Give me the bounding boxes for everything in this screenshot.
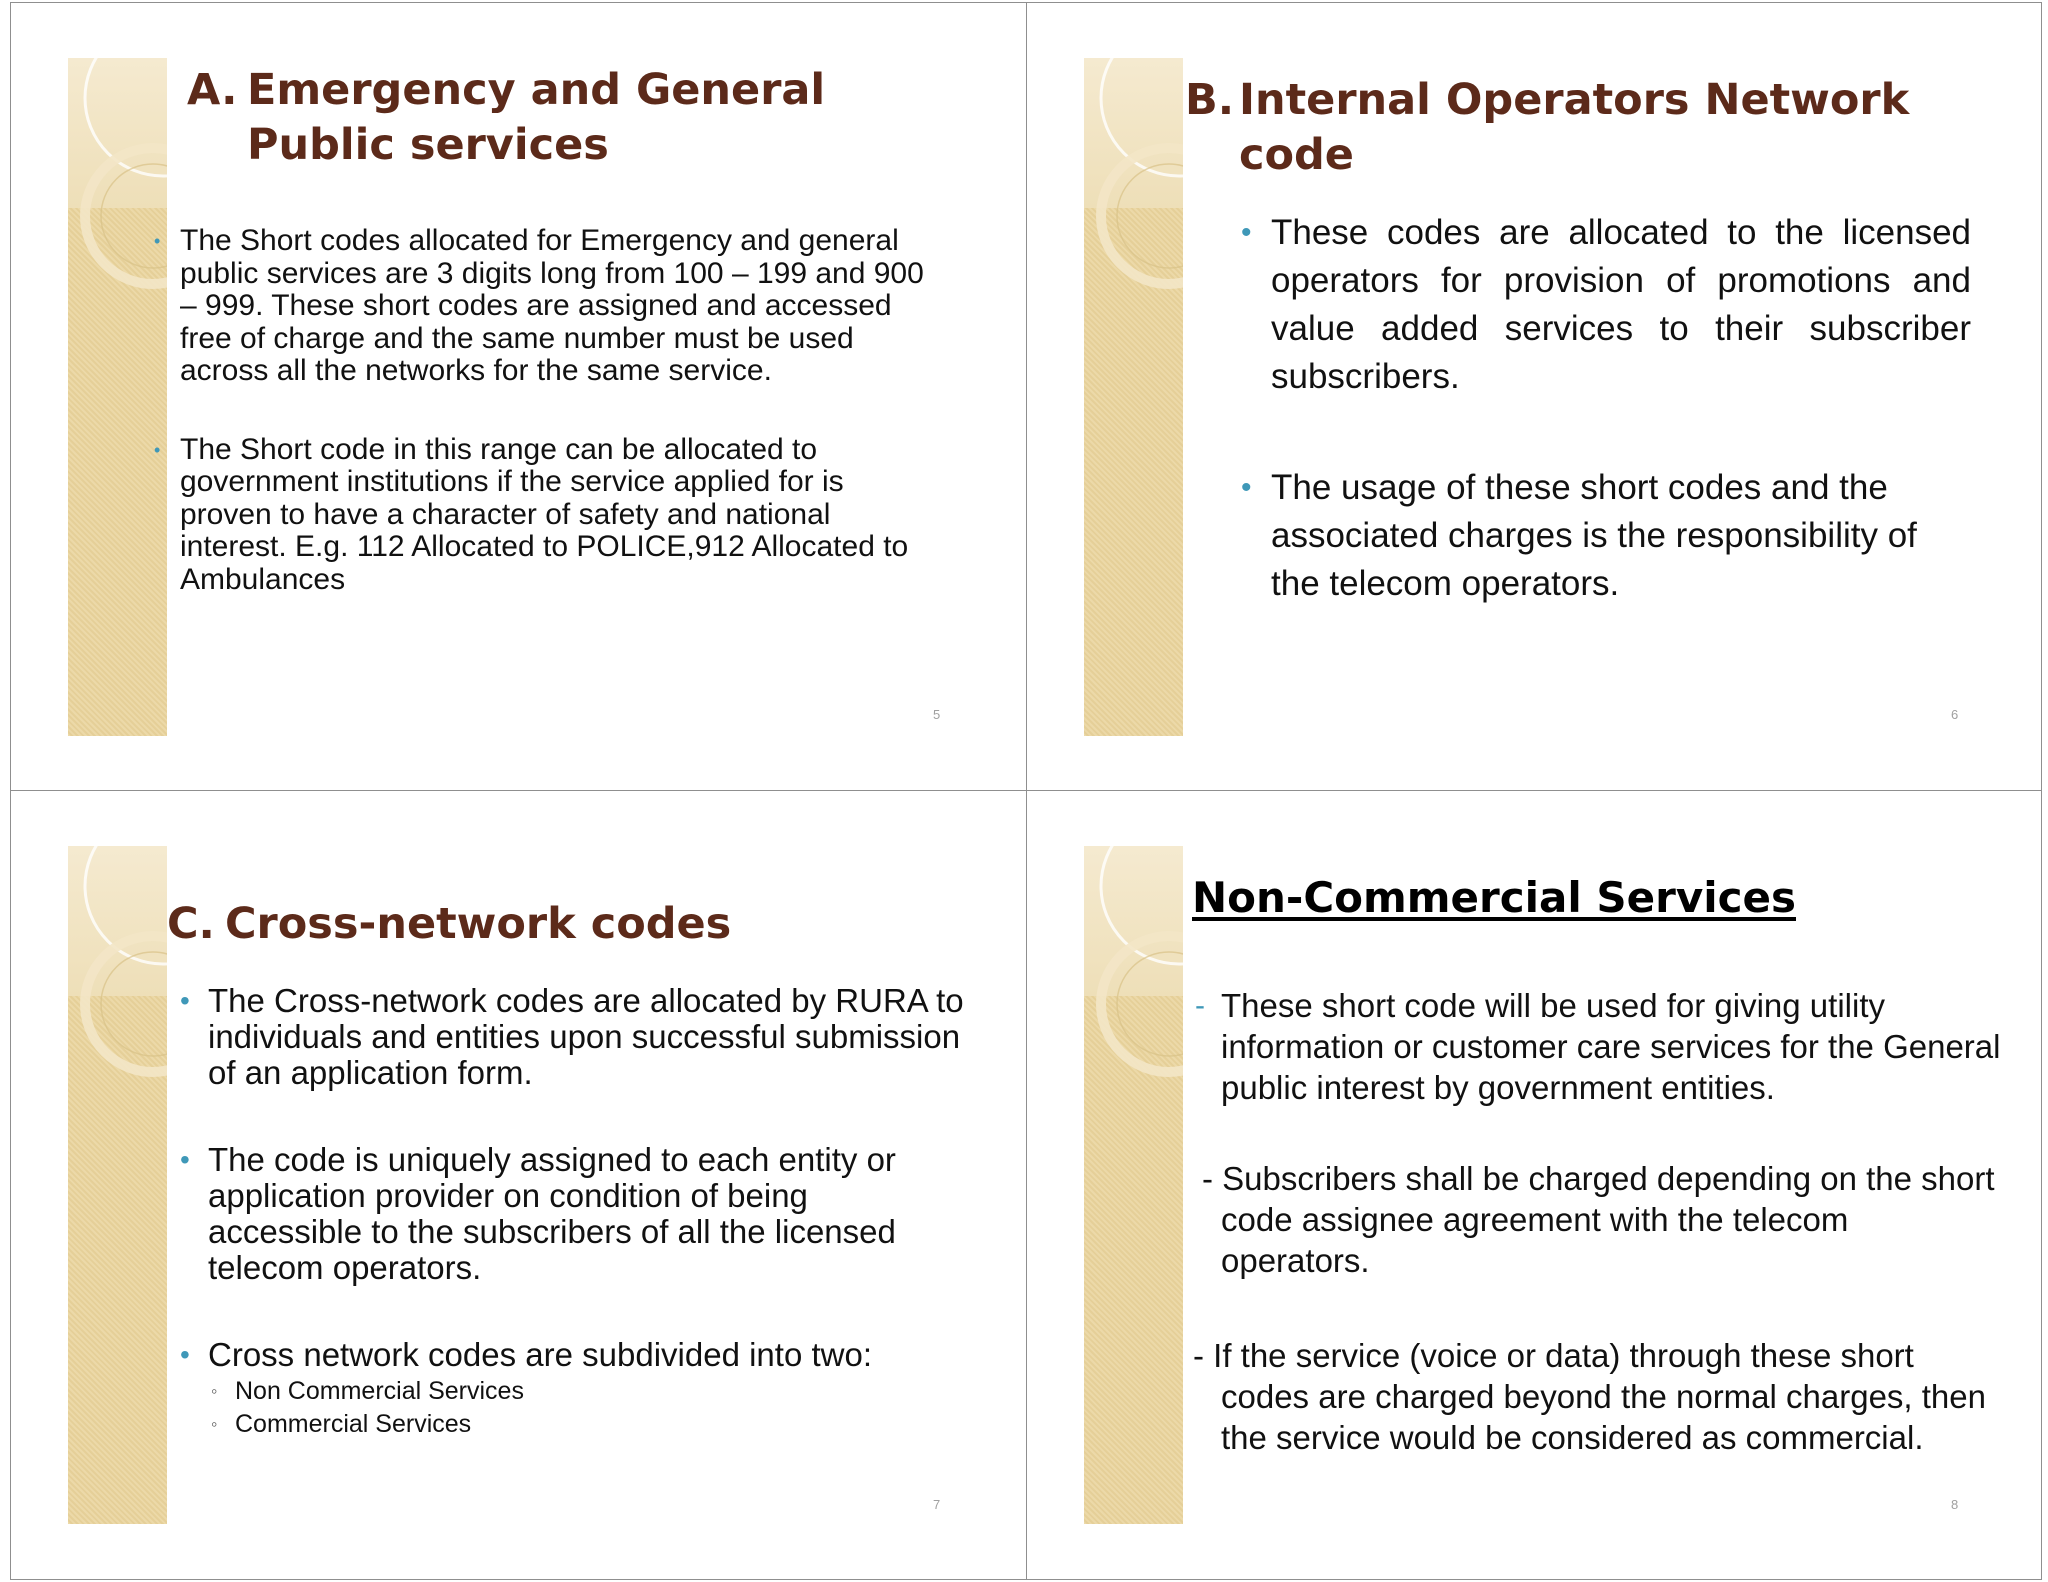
bullet-list [1241, 209, 1971, 608]
title-line-1: Cross-network codes [225, 899, 732, 949]
sub-list-item [211, 1375, 968, 1408]
sub-list-item [211, 1408, 968, 1441]
slide-title [167, 897, 731, 952]
page-number: 6 [1951, 707, 1959, 722]
bullet-text: Cross network codes are subdivided into two: [208, 1336, 872, 1373]
slide-6 [1026, 2, 2042, 791]
item-list [1193, 985, 2001, 1458]
bullet-text: The usage of these short codes and the associated charges is the responsibility of the telecom operators. [1271, 468, 1917, 603]
sub-bullet-icon: ◦ [211, 1414, 218, 1434]
title-line-1: Emergency and General [247, 65, 826, 115]
bullet-icon: • [1241, 471, 1252, 504]
slide-title [1192, 871, 1796, 925]
bullet-text: The Short codes allocated for Emergency and general public services are 3 digits long from 100 – 199 and 900 – 999. These short codes are assigned and accessed free of charge and the same number must be used across all the networks for the same service. [180, 224, 924, 387]
page-number: 7 [933, 1497, 941, 1512]
title-line-2: code [1239, 130, 1354, 181]
bullet-icon: • [180, 985, 190, 1016]
title-label: C. [167, 899, 215, 949]
bullet-icon: • [180, 1339, 190, 1370]
bullet-list [154, 224, 935, 596]
list-item [1241, 209, 1971, 401]
bullet-list [180, 982, 968, 1441]
bullet-icon: • [180, 1144, 190, 1175]
bullet-icon: • [1241, 216, 1252, 249]
page-number: 8 [1951, 1497, 1959, 1512]
sub-bullet-text: Non Commercial Services [235, 1377, 524, 1405]
slide-7 [10, 790, 1027, 1580]
sub-bullet-icon: ◦ [211, 1381, 218, 1401]
page-number: 5 [933, 707, 941, 722]
slide-title [187, 63, 825, 173]
decorative-stripe [1084, 58, 1183, 736]
circle-ornament-icon [1084, 58, 1183, 308]
sub-bullet-list [208, 1375, 968, 1441]
list-item [1241, 464, 1971, 608]
circle-ornament-icon [1084, 846, 1183, 1096]
title-label: B. [1185, 75, 1235, 125]
bullet-icon: • [154, 231, 161, 251]
bullet-text: The code is uniquely assigned to each entity or application provider on condition of being accessible to the subscribers of all the licensed telecom operators. [208, 1141, 896, 1286]
list-item [154, 432, 935, 597]
slide-5 [10, 2, 1027, 791]
bullet-text: The Short code in this range can be allocated to government institutions if the service applied for is proven to have a character of safety and national interest. E.g. 112 Allocated to POLICE,912 Allocated to Ambulances [180, 432, 909, 596]
title-label: A. [187, 65, 238, 115]
list-item [1195, 985, 2001, 1108]
item-text: - Subscribers shall be charged depending on the short code assignee agreement with the telecom operators. [1202, 1160, 1995, 1279]
title-line-2: Public services [247, 120, 609, 171]
bullet-text: The Cross-network codes are allocated by RURA to individuals and entities upon successful submission of an application form. [208, 982, 964, 1091]
slide-8 [1026, 790, 2042, 1580]
item-text: These short code will be used for giving utility information or customer care services for the General public interest by government entities. [1221, 987, 2001, 1106]
sub-bullet-text: Commercial Services [235, 1410, 472, 1438]
decorative-stripe [68, 846, 167, 1524]
dash-icon: - [1195, 989, 1205, 1022]
circle-ornament-icon [68, 846, 167, 1096]
circle-ornament-icon [68, 58, 167, 308]
slide-title [1185, 73, 1909, 183]
title-line-1: Non-Commercial Services [1192, 873, 1796, 922]
list-item [180, 1336, 968, 1373]
list-item [154, 224, 935, 388]
list-item [1202, 1158, 2001, 1281]
item-text: - If the service (voice or data) through these short codes are charged beyond the normal charges, then the service would be considered as commercial. [1193, 1337, 1986, 1456]
decorative-stripe [1084, 846, 1183, 1524]
list-item [1193, 1335, 2001, 1458]
title-line-1: Internal Operators Network [1239, 75, 1910, 125]
bullet-text: These codes are allocated to the licensed operators for provision of promotions and value added services to their subscriber subscribers. [1271, 213, 1971, 396]
decorative-stripe [68, 58, 167, 736]
list-item [180, 982, 968, 1091]
list-item [180, 1141, 968, 1286]
bullet-icon: • [154, 439, 161, 460]
